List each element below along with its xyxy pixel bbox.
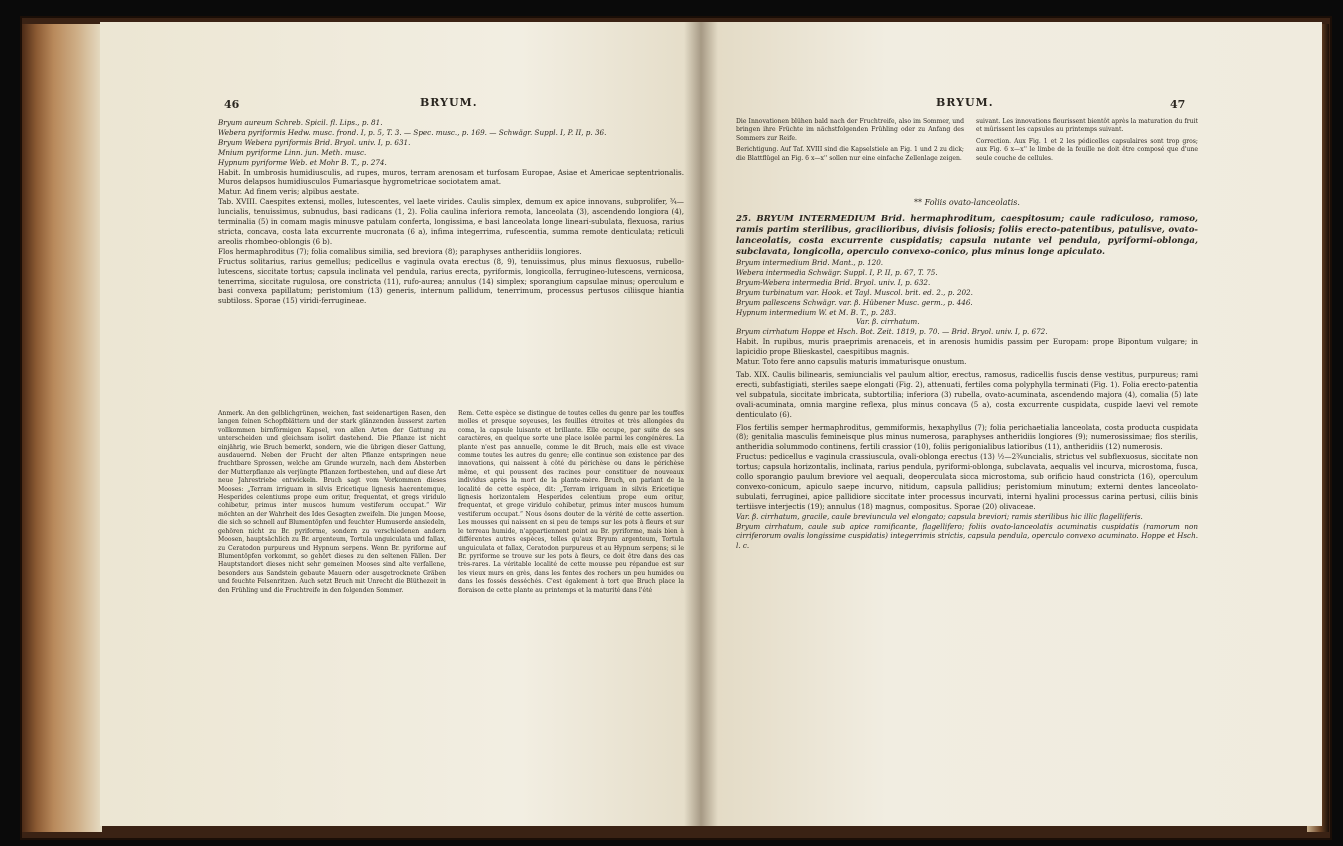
synonym-line: Bryum cirrhatum Hoppe et Hsch. Bot. Zeit. 1819, p. 70. — Brid. Bryol. univ. I, p. 672. — [736, 327, 1048, 337]
berichtigung-text: Berichtigung. Auf Taf. XVIII sind die Kapselstiele an Fig. 1 und 2 zu dick; die Blattflügel an Fig. 6 x—x'' sollen nur eine einfache Zellenlage zeigen. — [736, 146, 964, 162]
german-continuation — [736, 118, 964, 163]
german-note — [218, 410, 446, 595]
running-head-left: BRYUM. — [420, 96, 478, 109]
fruit-description: Fructus: pedicellus e vaginula crassiuscula, ovali-oblonga erectus (13) ½—2¾uncialis, strictus vel subflexuosus, siccitate non tortus; capsula horizontalis, inclinata, rarius pendula, pyriformi-oblonga, subclavata, aequalis vel incurva, microstoma, fusca, collo sporangio paulum breviore vel aequali, deoperculata sicca microstoma, sub orificio haud constricta (16), operculum convexo-conicum, apiculo saepe incurvo, nitidum, capsula pallidius; peristomium minutum; externi dentes lanceolato-subulati, ferruginei, apice pallidiore siccitate inter processus incurvati, interni hyalini processus carina pertusi, ciliis binis tertiisve interjectis (19); annulus (18) magnus, compositus. Sporae (20) olivaceae. — [736, 452, 1198, 511]
anmerkung-text: Anmerk. An den gelblichgrünen, weichen, fast seidenartigen Rasen, den langen feinen Schopfblättern und der stark glänzenden äusserst zarten vollkommen birnförmigen Kapsel, von allen Arten der Gattung zu unterscheiden und gleichsam isolirt dastehend. Die Pflanze ist nicht einjährig, wie Bruch bemerkt, sondern, wie die übrigen dieser Gattung, ausdauernd. Neben der Frucht der alten Pflanze entspringen neue fruchtbare Sprossen, welche am Grunde wurzeln, nach dem Absterben der Mutterpflanze als verjüngte Pflanzen fortbestehen, und auf diese Art neue Jahrestriebe entwickeln. Bruch sagt vom Vorkommen dieses Mooses: „Terram irriguam in silvis Ericetique lignesis haerentemque, Hesperides celentiums prope eum oritur, frequentat, et gregs viridulo cohibetur, primus inter muscos humum vestiferum occupat.“ Wir möchten an der Wahrheit des Ides Gesagten zweifeln. Die jungen Moose, die sich so schnell auf Blumentöpfen und feuchter Humuserde ansiedeln, gehören nicht zu Br. pyriforme, sondern zu verschiedenen andern Moosen, hauptsächlich zu Br. argenteum, Tortula unguiculata und fallax, zu Ceratodon purpureus und Hypnum serpens. Wenn Br. pyriforme auf Blumentöpfen vorkommt, so gehört dieses zu den seltenen Fällen. Der Hauptstandort dieses nicht sehr gemeinen Mooses sind alte verfallene, besonders aus Sandstein gebaute Mauern oder ausgetrocknete Gräben und feuchte Felsenritzen. Auch setzt Bruch mit Unrecht die Blüthezeit in den Frühling und die Fruchtreife in den folgenden Sommer. — [218, 410, 446, 594]
remarque-text: Rem. Cette espèce se distingue de toutes celles du genre par les touffes molles et presque soyeuses, les feuilles étroites et très allongées du coma, la capsule luisante et brillante. Elle occupe, par suite de ses caractères, en quelque sorte une place isolée parmi les congénères. La plante n'est pas annuelle, comme le dit Bruch, mais elle est vivace comme toutes les autres du genre; elle continue son existence par des innovations, qui naissent à côté du périchèse ou dans le périchèse même, et qui poussent des racines pour constituer de nouveaux individus après la mort de la plante-mère. Bruch, en parlant de la localité de cette espèce, dit: „Terram irriguam in silvis Ericetique lignesis horizontalem Hesperides celentium prope eum oritur, frequentat, et grege viridulo cohibetur, primus inter muscos humum vestiferum occupat.“ Nous ôsons douter de la vérité de cette assertion. Les mousses qui naissent en si peu de temps sur les pots à fleurs et sur le terreau humide, n'appartiennent point au Br. pyriforme, mais bien à différentes autres espèces, telles qu'aux Bryum argenteum, Tortula unguiculata et fallax, Ceratodon purpureus et au Hypnum serpens; si le Br. pyriforme se trouve sur les pots à fleurs, ce doit être dans des cas très-rares. La véritable localité de cette mousse peu répandue est sur les vieux murs en grès, dans les fentes des rochers un peu humides ou dans les fossés desséchés. C'est également à tort que Bruch place la floraison de cette plante au printemps et la maturité dans l'été — [458, 410, 684, 594]
maturation-paragraph: Matur. Ad finem veris; alpibus aestate. — [218, 187, 360, 197]
section-heading: ** Foliis ovato-lanceolatis. — [914, 198, 1020, 207]
innovation-text-de: Die Innovationen blühen bald nach der Fruchtreife, also im Sommer, und bringen ihre Früchte im nächstfolgenden Frühling oder zu Anfang des Sommers zur Reife. — [736, 118, 964, 142]
synonym-line: Mnium pyriforme Linn. jun. Meth. musc. — [218, 147, 367, 157]
plate-description: Tab. XVIII. Caespites extensi, molles, lutescentes, vel laete virides. Caulis simplex, demum ex apice innovans, subprolifer, ¾—luncialis, tenuissimus, subnudus, basi radicans (1, 2). Folia caulina inferiora remota, lanceolata (3), ascendendo longiora (4), terminalia (5) in comam magis minusve patulam conferta, longissima, e basi lanceolata longe lineari-subulata, flexuosa, rarius stricta, concava, costa lata excurrente mucronata (6 a), infima integerrima, rufescentia, summa remote denticulata; reticuli areolis rhombeo-oblongis (6 b). — [218, 197, 684, 246]
correction-text: Correction. Aux Fig. 1 et 2 les pédicelles capsulaires sont trop gros; aux Fig. 6 x—x'' le limbe de la feuille ne doit être composé que d'une seule couche de cellules. — [976, 137, 1198, 162]
right-main-text — [736, 214, 1198, 551]
flower-description: Flos hermaphroditus (7); folia comalibus similia, sed breviora (8); paraphyses antheridiis longiores. — [218, 246, 582, 256]
variety-description: Var. β. cirrhatum, gracile, caule breviuncula vel elongato; capsula breviori; ramis sterilibus hic illic flagelliferis. — [736, 511, 1143, 521]
book-gutter — [684, 22, 718, 826]
synonym-line: Webera intermedia Schwägr. Suppl. I, P. II, p. 67, T. 75. — [736, 267, 938, 277]
synonym-line: Webera pyriformis Hedw. musc. frond. I, p. 5, T. 3. — Spec. musc., p. 169. — Schwägr. Suppl. I, P. II, p. 36. — [218, 127, 607, 137]
synonym-line: Hypnum intermedium W. et M. B. T., p. 283. — [736, 307, 897, 317]
page-number-left: 46 — [224, 98, 240, 111]
left-main-text — [218, 118, 684, 306]
french-continuation — [976, 118, 1198, 163]
page-edges-left — [22, 24, 102, 832]
cirrhatum-description: Bryum cirrhatum, caule sub apice ramificante, flagellifero; foliis ovato-lanceolatis acuminatis cuspidatis (ramorum non cirriferorum ovalis longissime cuspidatis) integerrimis strictis, capsula pendula, operculo convexo acuminato. Hoppe et Hsch. l. c. — [736, 521, 1198, 551]
synonym-line: Bryum Webera pyriformis Brid. Bryol. univ. I, p. 631. — [218, 137, 411, 147]
synonym-line: Bryum intermedium Brid. Mant., p. 120. — [736, 258, 884, 267]
habitat-paragraph: Habit. In rupibus, muris praeprimis arenaceis, et in arenosis humidis passim per Europam: prope Bipontum vulgare; in lapicidio prope Blieskastel, caespitibus magnis. — [736, 337, 1198, 357]
page-number-right: 47 — [1170, 98, 1186, 111]
synonym-line: Bryum pallescens Schwägr. var. β. Hübener Musc. germ., p. 446. — [736, 297, 973, 307]
fruit-description: Fructus solitarius, rarius gemellus; pedicellus e vaginula ovata erectus (8, 9), tenuissimus, plus minus flexuosus, rubello-lutescens, siccitate tortus; capsula inclinata vel pendula, rarius erecta, pyriformis, longicolla, ferrugineo-lutescens, vernicosa, tenerrima, siccitate rugulosa, ore constricta (11), rufo-aurea; annulus (14) simplex; sporangium capsulae minus; operculum e basi convexa papillatum; peristomium (13) generis, internum pallidum, tenerrimum, processus pertusos ciliisque hiantia subtiloss. Sporae (15) viridi-ferrugineae. — [218, 256, 684, 306]
synonym-line: Hypnum pyriforme Web. et Mohr B. T., p. 274. — [218, 157, 387, 167]
innovation-text-fr: suivant. Les innovations fleurissent bientôt après la maturation du fruit et mûrissent les capsules au printemps suivant. — [976, 118, 1198, 134]
running-head-right: BRYUM. — [936, 96, 994, 109]
synonym-line: Bryum turbinatum var. Hook. et Tayl. Muscol. brit. ed. 2., p. 202. — [736, 287, 973, 297]
plate-description: Tab. XIX. Caulis bilinearis, semiuncialis vel paulum altior, erectus, ramosus, radicellis fuscis dense vestitus, purpureus; rami erecti, subfastigiati, steriles saepe elongati (Fig. 2), attenuati, fertiles coma polyphylla terminati (Fig. 1). Folia erecto-patentia vel subpatula, siccitate imbricata, subtortilia; inferiora (3) rubella, ovato-acuminata, ascendendo majora (4), comalia (5) late ovali-acuminata, omnia margine reflexa, plus minus concava (5 a), costa excurrente cuspidata, cuspide laevi vel remote denticulato (6). — [736, 369, 1198, 419]
variety-label: Var. β. cirrhatum. — [856, 317, 920, 327]
right-page — [700, 22, 1322, 826]
synonym-line: Bryum aureum Schreb. Spicil. fl. Lips., p. 81. — [218, 118, 383, 127]
maturation-paragraph: Matur. Toto fere anno capsulis maturis immaturisque onustum. — [736, 357, 967, 367]
habitat-paragraph: Habit. In umbrosis humidiusculis, ad rupes, muros, terram arenosam et turfosam Europae, Asiae et Americae septentrionalis. Muros delapsos humidiusculos Fumariasque hygrometricae sociotatem amat. — [218, 167, 684, 187]
flower-description: Flos fertilis semper hermaphroditus, gemmiformis, hexaphyllus (7); folia perichaetialia lanceolata, costa producta cuspidata (8); genitalia masculis femineisque plus minus numerosa, paraphyses antheridiis longiores (9); numerosissimae; flos sterilis, antheridia solummodo continens, fertili crassior (10), foliis perigonialibus latioribus (11), antheridiis (12) numerosis. — [736, 422, 1198, 452]
synonym-line: Bryum-Webera intermedia Brid. Bryol. univ. I, p. 632. — [736, 277, 931, 287]
french-note — [458, 410, 684, 595]
left-page — [100, 22, 700, 826]
species-heading: 25. BRYUM INTERMEDIUM Brid. hermaphroditum, caespitosum; caule radiculoso, ramoso, ramis partim sterilibus, gracilioribus, divisis foliosis; foliis erecto-patentibus, patulisve, ovato-lanceolatis, costa excurrente cuspidatis; capsula nutante vel pendula, pyriformi-oblonga, subclavata, longicolla, operculo convexo-conico, plus minus longe apiculato. — [736, 214, 1198, 257]
